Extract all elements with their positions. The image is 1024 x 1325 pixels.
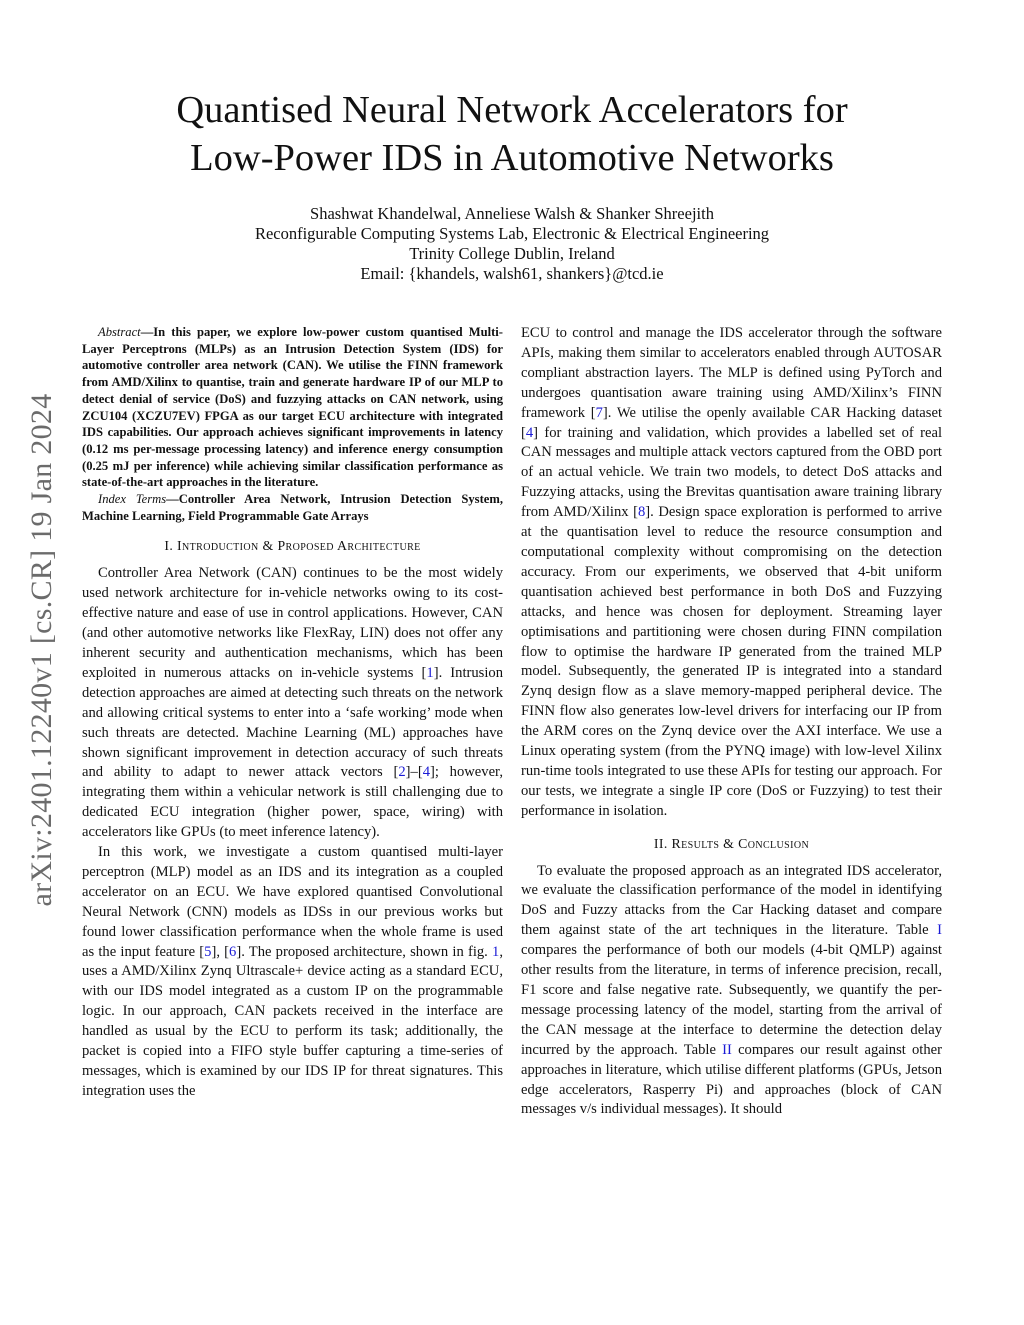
figure-link[interactable]: 1 [492,943,500,960]
text-run: To evaluate the proposed approach as an integrated IDS accelerator, we evaluate the classification performance of the model in identifying DoS and Fuzzy attacks from the Car Hacking dataset and compare them against state of the art techniques in the literature. Table [521,862,942,939]
title-line-1: Quantised Neural Network Accelerators for [176,89,848,131]
table-link[interactable]: II [722,1041,732,1058]
citation-link[interactable]: 8 [638,504,646,521]
affiliation: Reconfigurable Computing Systems Lab, Electronic & Electrical Engineering [254,224,770,243]
citation-link[interactable]: 1 [426,664,434,681]
text-run: ] for training and validation, which provides a labelled set of real CAN messages and multiple attack vectors captured from the OBD port of an actual vehicle. We train two models, to detect DoS attacks and Fuzzying attacks, using the Brevitas quantisation aware training library from AMD/Xilinx [ [521,424,942,521]
abstract-text: —In this paper, we explore low-power custom quantised Multi-Layer Perceptrons (MLPs) as an Intrusion Detection System (IDS) for automotive controller area network (CAN). We utilise the FINN framework from AMD/Xilinx to quantise, train and generate hardware IP of our MLP to detect denial of service (DoS) and fuzzying attacks on CAN network, using ZCU104 (XCZU7EV) FPGA as our target ECU architecture with integrated IDS capabilities. Our approach achieves significant improvements in latency (0.12 ms per-message processing latency) and inference energy consumption (0.25 mJ per inference) while achieving similar classification performance as state-of-the-art approaches in the literature. [82,325,503,490]
table-link[interactable]: I [937,922,942,939]
text-run: ECU to control and manage the IDS accelerator through the software APIs, making them similar to accelerators enabled through AUTOSAR compliant abstraction layers. The MLP is defined using PyTorch and undergoes quantisation aware training using AMD/Xilinx’s FINN framework [ [521,325,942,421]
text-run: Controller Area Network (CAN) continues to be the most widely used network architecture for in-vehicle networks owing to its cost-effective nature and ease of use in control applications. However, CAN (and other automotive networks like FlexRay, LIN) does not offer any inherent security and authentication mechanisms, which has been exploited in numerous attacks on in-vehicle systems [ [82,565,503,681]
text-run: , uses a AMD/Xilinx Zynq Ultrascale+ device acting as a standard ECU, with our IDS model integrated as a custom IP on the programmable logic. In our approach, CAN packets received in the interface are handled as usual by the ECU to perform its task; additionally, the packet is copied into a FIFO style buffer capturing a time-series of messages, which is examined by our IDS IP for threat signatures. This integration uses the [82,943,503,1099]
title-line-2: Low-Power IDS in Automotive Networks [190,137,834,179]
author-email: Email: {khandels, walsh61, shankers}@tcd.ie [360,264,664,283]
author-names: Shashwat Khandelwal, Anneliese Walsh & Shanker Shreejith [310,204,714,223]
citation-link[interactable]: 7 [595,404,603,421]
index-terms-label: Index Terms [98,492,167,507]
paper-title [100,86,924,182]
arxiv-identifier [22,360,62,940]
text-run: ]. The proposed architecture, shown in fig. [236,943,493,960]
citation-link[interactable]: 2 [398,764,406,781]
author-block [100,204,924,284]
citation-link[interactable]: 5 [204,943,212,960]
intro-paragraph-1 [82,564,503,843]
citation-link[interactable]: 6 [229,943,237,960]
architecture-paragraph [521,324,942,822]
section-heading-introduction: I. Introduction & Proposed Architecture [164,538,421,554]
text-run: ]; however, integrating them within a vehicular network is still challenging due to dedicated ECU integration (higher power, space, wiring) with accelerators like GPUs (to meet inference latency). [82,764,503,841]
left-column [82,324,503,1102]
citation-link[interactable]: 4 [525,424,534,441]
citation-link[interactable]: 4 [422,764,430,781]
institution: Trinity College Dublin, Ireland [409,244,615,263]
text-run: ], [ [211,943,230,960]
text-run: ]. Intrusion detection approaches are aimed at detecting such threats on the network and allowing critical systems to enter into a ‘safe working’ mode when such threats are detected. Machine Learning (ML) approaches have shown significant improvement in detection accuracy of such threats and ability to adapt to newer attack vectors [ [82,664,503,781]
results-paragraph-1 [521,862,942,1121]
text-run: compares our result against other approaches in literature, which utilise different platforms (GPUs, Jetson edge accelerators, Rasperry Pi) and approaches (block of CAN messages v/s individual messages). It should [521,1041,942,1118]
text-run: ]. We utilise the openly available CAR Hacking dataset [ [521,404,942,441]
abstract-label: Abstract [98,325,141,339]
text-run: ]–[ [405,764,423,781]
text-run: ]. Design space exploration is performed to arrive at the quantisation level to reduce the resource consumption and computational complexity without compromising on the detection accuracy. From our experiments, we observed that 4-bit uniform quantisation achieved best performance in both DoS and Fuzzying attacks, and hence was chosen for deployment. Streaming layer optimisations and partitioning were chosen during FINN compilation flow to optimise the hardware IP generated from the trained MLP model. Subsequently, the generated IP is integrated into a standard Zynq design flow as a slave memory-mapped peripheral device. The FINN flow also generates low-level drivers for interfacing our IP from the ARM cores on the Zynq device over the AXI interface. We use a Linux operating system (from the PYNQ image) with low-level Xilinx run-time tools integrated to use these APIs for testing our approach. For our tests, we integrate a single IP core (DoS or Fuzzying) to test their performance in isolation. [521,504,942,819]
arxiv-identifier-text: arXiv:2401.12240v1 [cs.CR] 19 Jan 2024 [25,393,58,907]
text-run: compares the performance of both our models (4-bit QMLP) against other results from the literature, in terms of inference precision, recall, F1 score and false negative rate. Subsequently, we quantify the per-message processing latency of the model, starting from the arrival of the CAN message at the interface to determine the detection delay incurred by the approach. Table [521,942,942,1058]
index-terms [82,491,503,524]
intro-paragraph-2 [82,843,503,1102]
abstract [82,324,503,491]
text-run: In this work, we investigate a custom quantised multi-layer perceptron (MLP) model as an IDS and its integration as a coupled accelerator on an ECU. We have explored quantised Convolutional Neural Network (CNN) models as IDSs in our previous works but found lower classification performance when the whole frame is used as the input feature [ [82,844,503,960]
right-column [521,324,942,1120]
section-heading-results: II. Results & Conclusion [653,835,810,851]
index-terms-text: —Controller Area Network, Intrusion Detection System, Machine Learning, Field Programmable Gate Arrays [82,492,504,523]
